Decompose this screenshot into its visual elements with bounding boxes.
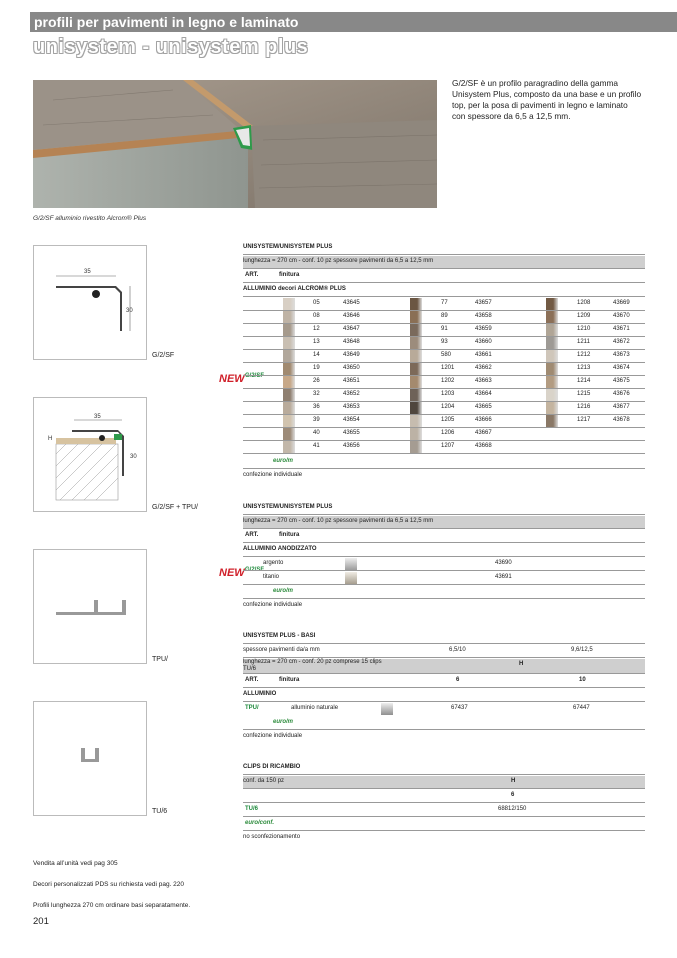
article-code: 43670 [613,313,630,319]
decor-number: 89 [441,313,448,319]
dim-width: 35 [84,269,91,275]
decor-number: 93 [441,339,448,345]
article-code: 43676 [613,391,630,397]
decor-number: 1216 [577,404,591,410]
section1-info: lunghezza = 270 cm - conf. 10 pz spessore pavimenti da 6,5 a 12,5 mm [243,258,434,264]
decor-swatch [410,324,422,336]
section2-table: UNISYSTEM/UNISYSTEM PLUS lunghezza = 270 cm - conf. 10 pz spessore pavimenti da 6,5 a 12,5 mm ART. finitura ALLUMINIO ANODIZZATO G/2/SF argento 43690 titanio 43691 euro/m confezione individuale [243,502,645,617]
article-code: 43665 [475,404,492,410]
article-code: 43653 [343,404,360,410]
dim-height: 30 [126,308,133,314]
decor-swatch [410,376,422,388]
article-code: 43647 [343,326,360,332]
swatch-titanio [345,572,357,584]
diagram-g2sf [33,245,147,360]
diagram-g2sf-tpu [33,397,147,512]
decor-swatch [410,428,422,440]
decor-number: 1205 [441,417,455,423]
swatch-argento [345,558,357,570]
decor-number: 91 [441,326,448,332]
article-code: 43672 [613,339,630,345]
article-code: 43673 [613,352,630,358]
decor-number: 1201 [441,365,455,371]
article-code: 43657 [475,300,492,306]
decor-number: 32 [313,391,320,397]
diagram-tpu [33,549,147,664]
article-code: 43677 [613,404,630,410]
article-code: 43650 [343,365,360,371]
page-number: 201 [33,916,49,927]
decor-swatch [546,363,558,375]
diagram-label-tpu: TPU/ [152,656,168,663]
photo-caption: G/2/SF alluminio rivestito Alcrom® Plus [33,215,147,222]
section4-table: CLIPS DI RICAMBIO conf. da 150 pz H 6 TU/6 68812/150 euro/conf. no sconfezionamento [243,762,645,852]
article-code: 43651 [343,378,360,384]
article-code: 43660 [475,339,492,345]
decor-swatch [546,415,558,427]
table-row [243,298,645,311]
decor-swatch [410,350,422,362]
section3-table: UNISYSTEM PLUS - BASI spessore pavimenti da/a mm 6,5/10 9,6/12,5 lunghezza = 270 cm - conf. 20 pz comprese 15 clips TU/6 H ART. finitura 6 10 ALLUMINIO TPU/ alluminio naturale 67437 67447 euro/m confezione individuale [243,631,645,746]
section1-heading: UNISYSTEM/UNISYSTEM PLUS [243,244,333,250]
decor-number: 1208 [577,300,591,306]
decor-swatch [283,324,295,336]
svg-text:H: H [48,436,53,442]
decor-swatch [410,311,422,323]
footer-note-3: Profili lunghezza 270 cm ordinare basi separatamente. [33,902,191,909]
decor-swatch [410,415,422,427]
decor-swatch [410,402,422,414]
decor-swatch [410,337,422,349]
decor-swatch [410,389,422,401]
section1-group: ALLUMINIO decori ALCROM® PLUS [243,286,346,292]
decor-number: 40 [313,430,320,436]
decor-swatch [283,402,295,414]
decor-number: 41 [313,443,320,449]
diagram-tu6 [33,701,147,816]
article-code: 43678 [613,417,630,423]
section3-heading: UNISYSTEM PLUS - BASI [243,633,316,639]
svg-text:35: 35 [94,414,101,420]
decor-swatch [546,298,558,310]
section2-heading: UNISYSTEM/UNISYSTEM PLUS [243,504,333,510]
table-row [243,376,645,389]
article-code: 43646 [343,313,360,319]
decor-number: 77 [441,300,448,306]
decor-number: 580 [441,352,452,358]
article-code: 43671 [613,326,630,332]
article-code: 43658 [475,313,492,319]
decor-number: 1206 [441,430,455,436]
decor-swatch [283,363,295,375]
new-badge-2: NEW [219,567,245,579]
article-code: 43669 [613,300,630,306]
decor-swatch [546,376,558,388]
article-code: 43667 [475,430,492,436]
decor-swatch [283,428,295,440]
decor-swatch [283,311,295,323]
article-code: 43666 [475,417,492,423]
table-row [243,311,645,324]
decor-swatch [283,337,295,349]
section1-table: UNISYSTEM/UNISYSTEM PLUS lunghezza = 270 cm - conf. 10 pz spessore pavimenti da 6,5 a 12,5 mm ART. finitura ALLUMINIO decori ALCROM® PLUS G/2/SF 05 43645 77 43657 1208 43669 08 43646 89 43658 1209 43670 12 43647 91 43659 1210 43671 13 43648 93 43660 1211 43672 14 43649 580 43661 1212 43673 19 43650 1201 43662 1213 43674 26 43651 1202 43663 1214 43675 32 43652 1203 43664 1215 43676 36 43653 1204 43665 1216 43677 39 43654 1205 43666 1217 43678 40 43655 1206 43667 41 43656 1207 43668 euro/m confezione individuale [243,242,645,487]
decor-swatch [410,441,422,453]
article-code: 43655 [343,430,360,436]
decor-number: 26 [313,378,320,384]
decor-number: 12 [313,326,320,332]
decor-swatch [546,337,558,349]
article-code: 43674 [613,365,630,371]
decor-number: 05 [313,300,320,306]
decor-number: 1212 [577,352,591,358]
footer-note-1: Vendita all’unità vedi pag 305 [33,860,118,867]
decor-number: 19 [313,365,320,371]
decor-number: 1203 [441,391,455,397]
decor-number: 13 [313,339,320,345]
article-code: 43656 [343,443,360,449]
article-code: 43648 [343,339,360,345]
decor-number: 1207 [441,443,455,449]
decor-number: 1215 [577,391,591,397]
page-title: profili per pavimenti in legno e laminato [34,14,299,30]
decor-swatch [546,311,558,323]
table-row [243,363,645,376]
decor-number: 1214 [577,378,591,384]
decor-number: 1211 [577,339,590,345]
decor-number: 1202 [441,378,455,384]
article-code: 43663 [475,378,492,384]
decor-swatch [410,363,422,375]
article-code: 43654 [343,417,360,423]
decor-swatch [283,350,295,362]
article-code: 43668 [475,443,492,449]
decor-swatch [283,298,295,310]
decor-swatch [546,350,558,362]
article-code: 43645 [343,300,360,306]
table-row [243,441,645,454]
article-code: 43662 [475,365,492,371]
section1-pack: confezione individuale [243,472,303,478]
decor-number: 1210 [577,326,591,332]
decor-number: 1217 [577,417,591,423]
table-row [243,402,645,415]
footer-note-2: Decori personalizzati PDS su richiesta vedi pag. 220 [33,881,185,888]
decor-swatch [546,389,558,401]
article-code: 43652 [343,391,360,397]
decor-swatch [283,376,295,388]
decor-swatch [283,415,295,427]
decor-swatch [283,389,295,401]
decor-number: 36 [313,404,320,410]
article-code: 43661 [475,352,492,358]
decor-swatch [546,324,558,336]
decor-number: 1209 [577,313,591,319]
section1-code: G/2/SF [245,373,265,379]
diagram-label-g2sf: G/2/SF [152,352,175,359]
decor-number: 08 [313,313,320,319]
new-badge-1: NEW [219,373,245,385]
decor-number: 14 [313,352,320,358]
decor-number: 39 [313,417,320,423]
decor-swatch [410,298,422,310]
diagram-label-g2sf-tpu: G/2/SF + TPU/ [152,504,198,511]
article-code: 43659 [475,326,492,332]
diagram-label-tu6: TU/6 [152,808,168,815]
page-subtitle: unisystem - unisystem plus [33,36,309,58]
decor-number: 1204 [441,404,455,410]
table-row [243,324,645,337]
table-row [243,415,645,428]
swatch-alluminio [381,703,393,715]
table-row [243,389,645,402]
decor-swatch [283,441,295,453]
decor-swatch [546,402,558,414]
section2-code: G/2/SF [245,567,265,573]
section4-heading: CLIPS DI RICAMBIO [243,764,301,770]
article-code: 43649 [343,352,360,358]
product-photo [33,80,437,208]
article-code: 43675 [613,378,630,384]
svg-text:30: 30 [130,454,137,460]
table-row [243,337,645,350]
header-bar [30,12,677,32]
decor-number: 1213 [577,365,591,371]
table-row [243,350,645,363]
product-description: G/2/SF è un profilo paragradino della gamma Unisystem Plus, composto da una base e un profilo top, per la posa di pavimenti in legno e laminato con spessore da 6,5 a 12,5 mm. [452,78,642,121]
article-code: 43664 [475,391,492,397]
table-row [243,428,645,441]
